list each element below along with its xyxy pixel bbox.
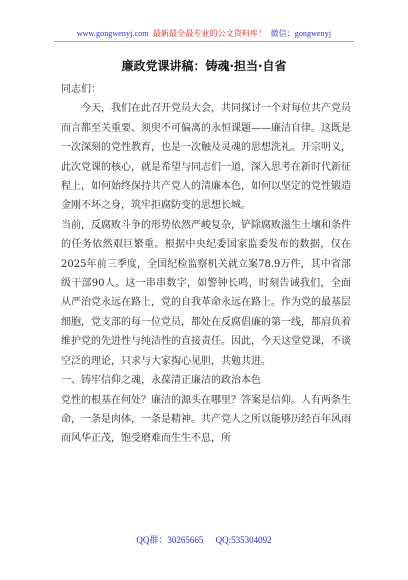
document-body (61, 80, 351, 449)
page-footer (0, 533, 408, 546)
section-heading-1: 一、铸牢信仰之魂，永葆清正廉洁的政治本色 (61, 375, 261, 387)
wechat-id: 微信：gongwenyj (270, 29, 332, 38)
paragraph-3: 党性的根基在何处？廉洁的源头在哪里？答案是信仰。人有两条生命，一条是肉体，一条是精神。共产党人之所以能够历经百年风雨而风华正茂，饱受磨难而生生不息，所 (61, 394, 351, 445)
document-title: 廉政党课讲稿：铸魂·担当·自省 (121, 59, 287, 73)
qq-group: QQ群：30265665 (136, 535, 204, 545)
salutation: 同志们： (61, 84, 101, 95)
paragraph-1: 今天，我们在此召开党员大会，共同探讨一个对每位共产党员而言都至关重要、须臾不可偏离的永恒课题——廉洁自律。这既是一次深刻的党性教育，也是一次触及灵魂的思想洗礼。开宗明义，此次党课的核心，就是希望与同志们一道，深入思考在新时代新征程上，如何始终保持共产党人的清廉本色，如何以坚定的党性锻造金刚不坏之身，筑牢拒腐防变的思想长城。 (61, 103, 351, 212)
site-tagline: 最新最全最专业的公文资料库！ (152, 29, 267, 38)
qq-number: QQ:535304092 (215, 535, 272, 545)
header-divider (54, 41, 354, 42)
site-url[interactable]: www.gongwenyj.com (76, 29, 149, 38)
paragraph-2: 当前，反腐败斗争的形势依然严峻复杂，铲除腐败滋生土壤和条件的任务依然艰巨繁重。根据中央纪委国家监委发布的数据，仅在2025年前三季度，全国纪检监察机关就立案78.9万件，其中省部级干部90人。这一串串数字，如警钟长鸣，时刻告诫我们，全面从严治党永远在路上，党的自我革命永远在路上。作为党的最基层细胞，党支部的每一位党员，都处在反腐倡廉的第一线，都肩负着维护党的先进性与纯洁性的直接责任。因此，今天这堂党课，不谈空泛的理论，只求与大家掏心见胆，共勉共进。 (61, 219, 351, 367)
site-header (0, 28, 408, 39)
